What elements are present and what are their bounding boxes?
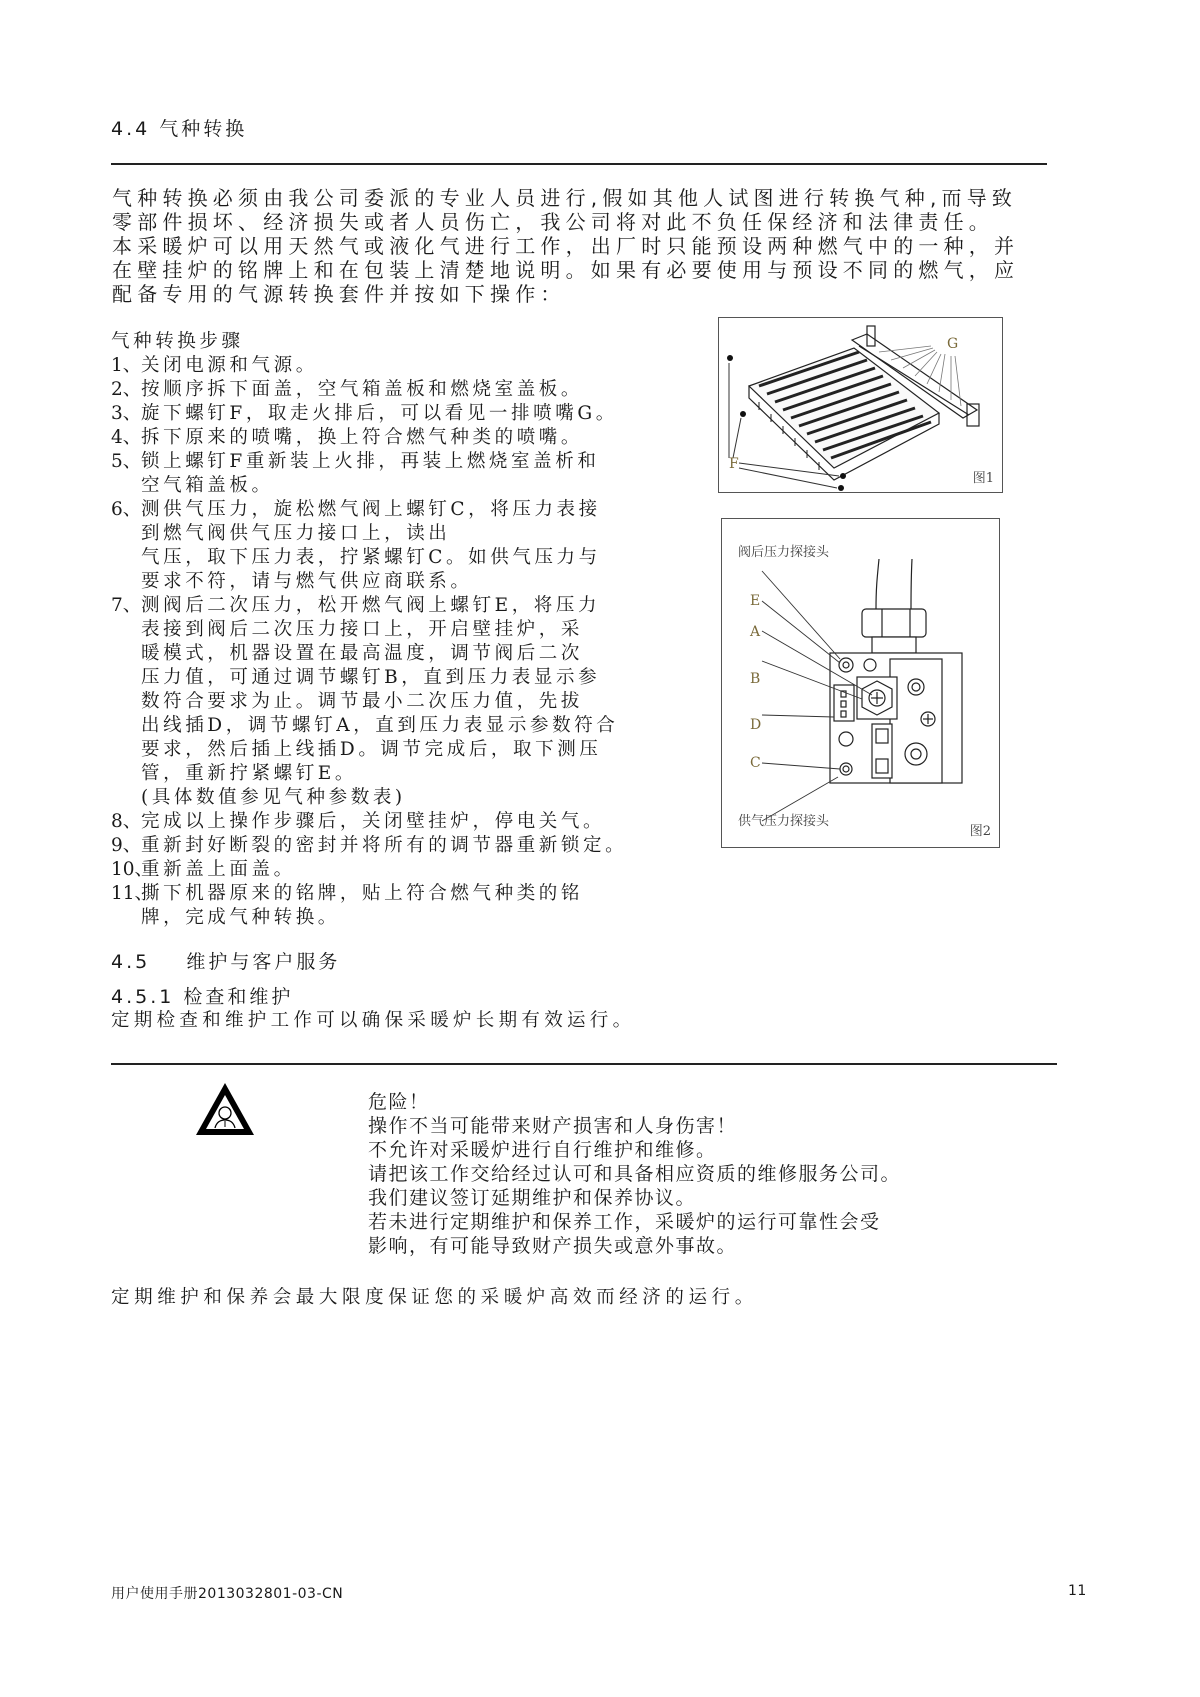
step-number: 1、: [111, 355, 142, 376]
figure-1-burner: [718, 317, 1003, 493]
figure-2-caption: 图2: [969, 824, 991, 839]
step-item: [111, 426, 711, 450]
step-text-continued: 到燃气阀供气压力接口上，读出: [141, 523, 451, 544]
step-text: 重新盖上面盖。: [141, 859, 296, 880]
step-number: 10、: [111, 859, 154, 880]
outlet-pressure-port-label: 阀后压力探接头: [738, 545, 830, 560]
step-text-continued: 表接到阀后二次压力接口上，开启壁挂炉，采: [141, 619, 584, 640]
conversion-steps: [111, 330, 711, 930]
warning-title: 危险！: [368, 1091, 430, 1113]
section-heading-4-5: 4.5 维护与客户服务: [111, 951, 341, 973]
step-text: 完成以上操作步骤后，关闭壁挂炉，停电关气。: [141, 811, 606, 832]
step-item: [111, 354, 711, 378]
step-text: 锁上螺钉F重新装上火排，再装上燃烧室盖析和: [141, 451, 600, 472]
label-b: B: [750, 671, 761, 687]
step-number: 4、: [111, 427, 142, 448]
step-item: [111, 378, 711, 402]
intro-line: 零部件损坏、经济损失或者人员伤亡，我公司将对此不负任保经济和法律责任。: [112, 210, 994, 234]
step-text-continued: 出线插D，调节螺钉A，直到压力表显示参数符合: [141, 715, 619, 736]
step-text-continued: 要求，然后插上线插D。调节完成后，取下测压: [141, 739, 602, 760]
step-text: 重新封好断裂的密封并将所有的调节器重新锁定。: [141, 835, 628, 856]
step-text-continued: 暖模式，机器设置在最高温度，调节阀后二次: [141, 643, 584, 664]
step-number: 9、: [111, 835, 142, 856]
step-number: 2、: [111, 379, 142, 400]
danger-warning-text: [368, 1090, 901, 1258]
label-d: D: [750, 717, 762, 733]
label-e: E: [750, 593, 761, 609]
step-number: 8、: [111, 811, 142, 832]
figure-1-caption: 图1: [972, 471, 994, 486]
closing-statement: 定期维护和保养会最大限度保证您的采暖炉高效而经济的运行。: [111, 1287, 758, 1308]
step-number: 5、: [111, 451, 142, 472]
intro-paragraph: [112, 186, 1019, 306]
label-g: G: [947, 336, 959, 352]
section-divider: [111, 163, 1047, 165]
step-text: 关闭电源和气源。: [141, 355, 318, 376]
label-c: C: [750, 755, 761, 771]
label-a: A: [750, 624, 761, 640]
step-item: [111, 498, 711, 522]
step-text: 测阀后二次压力，松开燃气阀上螺钉E，将压力: [141, 595, 601, 616]
section-heading-4-4: 4.4 气种转换: [111, 118, 248, 140]
danger-triangle-icon: [193, 1080, 257, 1138]
step-text-continued: 要求不符，请与燃气供应商联系。: [141, 571, 473, 592]
step-item: [111, 402, 711, 426]
step-text-continued: 气压，取下压力表，拧紧螺钉C。如供气压力与: [141, 547, 601, 568]
label-f: F: [729, 456, 739, 472]
step-text: 拆下原来的喷嘴，换上符合燃气种类的喷嘴。: [141, 427, 584, 448]
step-item: [111, 882, 711, 906]
warning-line: 操作不当可能带来财产损害和人身伤害！: [368, 1115, 738, 1137]
step-item: [111, 858, 711, 882]
step-text-continued: 数符合要求为止。调节最小二次压力值，先拔: [141, 691, 584, 712]
step-text: 按顺序拆下面盖，空气箱盖板和燃烧室盖板。: [141, 379, 584, 400]
burner-nozzle-illustration: [719, 318, 1002, 492]
warning-line: 请把该工作交给经过认可和具备相应资质的维修服务公司。: [368, 1163, 902, 1185]
intro-line: 配备专用的气源转换套件并按如下操作：: [112, 282, 566, 306]
step-number: 3、: [111, 403, 142, 424]
warning-line: 我们建议签订延期维护和保养协议。: [368, 1187, 697, 1209]
step-item: [111, 810, 711, 834]
warning-divider: [111, 1063, 1057, 1065]
step-number: 11、: [111, 883, 154, 904]
gas-valve-illustration: [722, 519, 999, 847]
intro-line: 在壁挂炉的铭牌上和在包装上清楚地说明。如果有必要使用与预设不同的燃气，应: [112, 258, 1020, 282]
figure-2-gas-valve: [721, 518, 1000, 848]
step-number: 6、: [111, 499, 142, 520]
footer-doc-id: 用户使用手册2013032801-03-CN: [111, 1586, 344, 1602]
warning-line: 影响，有可能导致财产损失或意外事故。: [368, 1235, 738, 1257]
step-text-continued: 空气箱盖板。: [141, 475, 274, 496]
page-number: 11: [1068, 1583, 1087, 1599]
steps-list: [111, 354, 711, 930]
step-item: [111, 450, 711, 474]
step-number: 7、: [111, 595, 142, 616]
step-text: 撕下机器原来的铭牌，贴上符合燃气种类的铭: [141, 883, 584, 904]
step-text: 旋下螺钉F，取走火排后，可以看见一排喷嘴G。: [141, 403, 618, 424]
step-text: 测供气压力，旋松燃气阀上螺钉C，将压力表接: [141, 499, 601, 520]
inlet-pressure-port-label: 供气压力探接头: [738, 814, 830, 829]
step-text-continued: (具体数值参见气种参数表): [141, 787, 406, 808]
intro-line: 本采暖炉可以用天然气或液化气进行工作，出厂时只能预设两种燃气中的一种，并: [112, 234, 1020, 258]
step-text-continued: 管，重新拧紧螺钉E。: [141, 763, 358, 784]
maintenance-intro: 定期检查和维护工作可以确保采暖炉长期有效运行。: [111, 1010, 636, 1031]
steps-title: 气种转换步骤: [111, 331, 244, 352]
step-text-continued: 牌，完成气种转换。: [141, 907, 340, 928]
section-heading-4-5-1: 4.5.1 检查和维护: [111, 986, 294, 1008]
step-text-continued: 压力值，可通过调节螺钉B，直到压力表显示参: [141, 667, 601, 688]
warning-line: 不允许对采暖炉进行自行维护和维修。: [368, 1139, 717, 1161]
intro-line: 气种转换必须由我公司委派的专业人员进行,假如其他人试图进行转换气种,而导致: [112, 186, 1018, 210]
step-item: [111, 594, 711, 618]
warning-line: 若未进行定期维护和保养工作，采暖炉的运行可靠性会受: [368, 1211, 881, 1233]
step-item: [111, 834, 711, 858]
